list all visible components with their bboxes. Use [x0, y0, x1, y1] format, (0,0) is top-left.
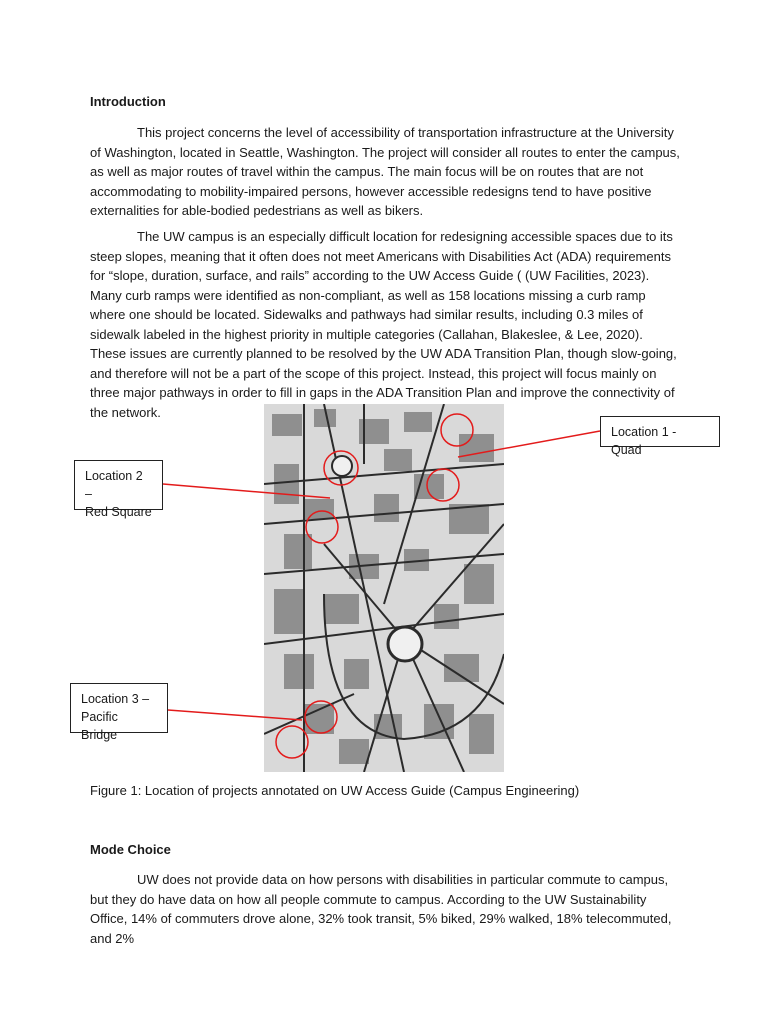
- callout-location-1: [600, 416, 720, 457]
- mode-choice-heading: Mode Choice: [90, 842, 171, 857]
- introduction-heading: Introduction: [90, 94, 166, 109]
- drumheller-fountain-circle: [388, 627, 422, 661]
- callout-location-3: [70, 683, 168, 742]
- callout-location-2-line-1: Location 2 –: [85, 469, 143, 501]
- callout-location-1-label: Location 1 - Quad: [611, 425, 677, 457]
- mode-choice-paragraph: UW does not provide data on how persons with disabilities in particular commute to campus, but they do have data on how all people commute to campus. According to the UW Sustainability Office, 14% of commuters drove alone, 32% took transit, 5% biked, 29% walked, 18% telecommuted, and 2%: [90, 872, 672, 946]
- callout-location-3-line-1: Location 3 –: [81, 692, 150, 706]
- campus-map-figure: [264, 404, 504, 772]
- callout-location-3-line-2: Pacific Bridge: [81, 710, 118, 742]
- red-square-circle: [332, 456, 352, 476]
- figure-caption: Figure 1: Location of projects annotated on UW Access Guide (Campus Engineering): [90, 783, 580, 798]
- intro-paragraph-2: The UW campus is an especially difficult location for redesigning accessible spaces due to its steep slopes, meaning that it often does not meet Americans with Disabilities Act (ADA) requirements for “slope, duration, surface, and rails” according to the UW Access Guide ( (UW Facilities, 2023). Many curb ramps were identified as non-compliant, as well as 158 locations missing a curb ramp where one should be located. Sidewalks and pathways had similar results, including 0.3 miles of sidewalk labeled in the highest priority in multiple categories (Callahan, Blakeslee, & Lee, 2020). These issues are currently planned to be resolved by the UW ADA Transition Plan, though slow-going, and therefore will not be a part of the scope of this project. Instead, this project will focus mainly on three major pathways in order to fill in gaps in the ADA Transition Plan and improve the connectivity of the network.: [90, 229, 677, 420]
- intro-paragraph-1: This project concerns the level of accessibility of transportation infrastructure at the University of Washington, located in Seattle, Washington. The project will consider all routes to enter the campus, as well as major routes of travel within the campus. The main focus will be on routes that are not accommodating to mobility-impaired persons, however accessible redesigns tend to have positive externalities for able-bodied pedestrians as well as bikers.: [90, 125, 680, 218]
- callout-location-2-line-2: Red Square: [85, 505, 152, 519]
- callout-location-2: [74, 460, 163, 519]
